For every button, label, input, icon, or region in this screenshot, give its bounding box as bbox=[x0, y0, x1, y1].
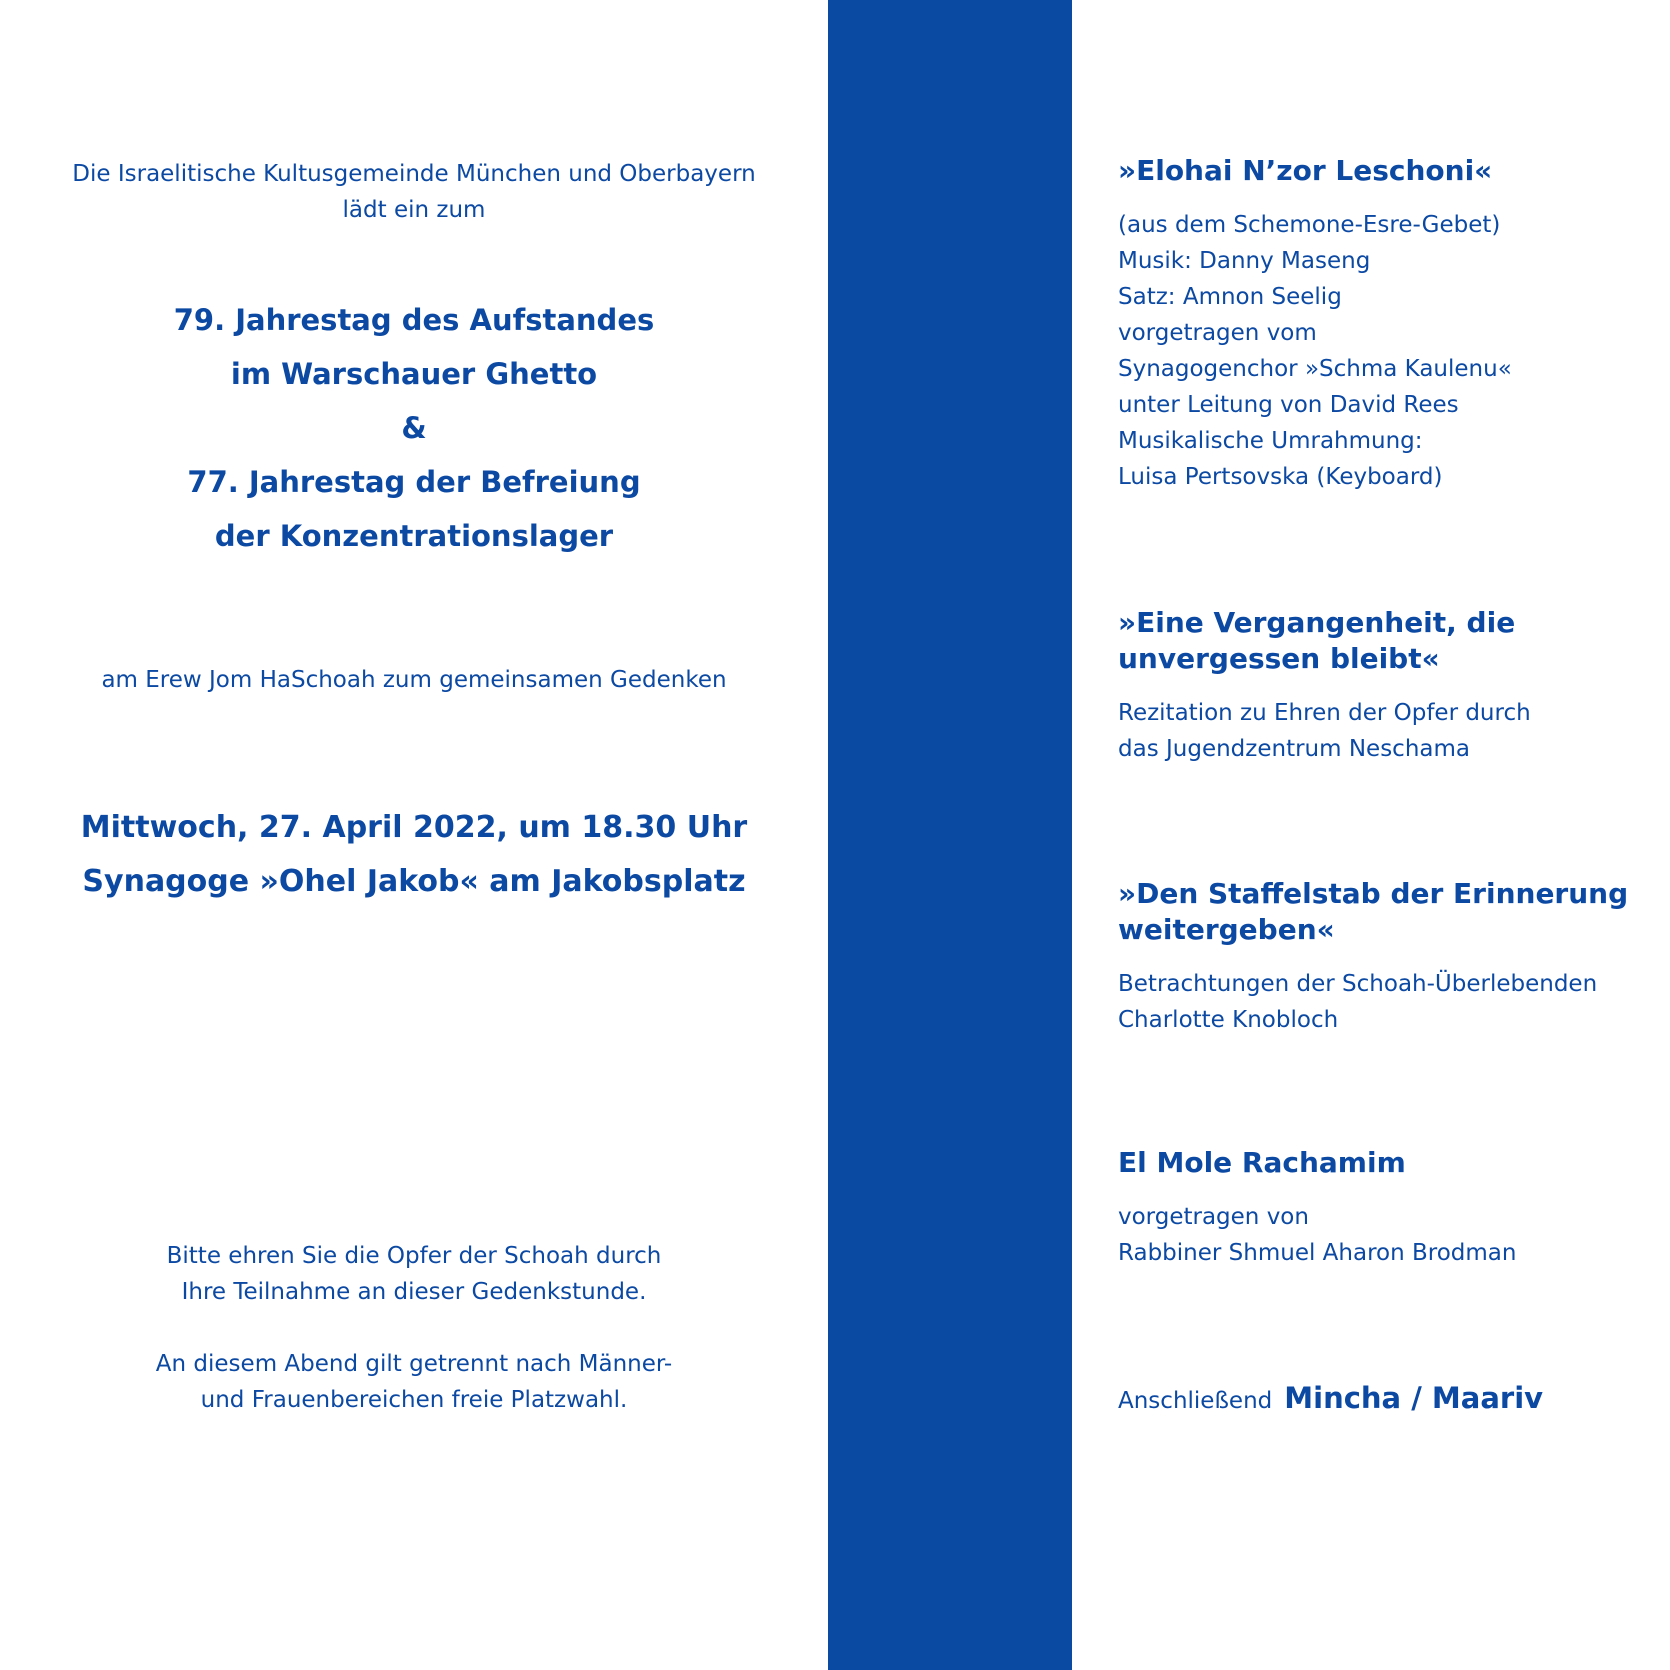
date-venue bbox=[0, 801, 828, 909]
program-item bbox=[1118, 1145, 1658, 1271]
program-item-title: »Den Staffelstab der Erinnerung weitergeben« bbox=[1118, 877, 1629, 946]
event-date: Mittwoch, 27. April 2022, um 18.30 Uhr bbox=[80, 810, 748, 845]
title-line: 79. Jahrestag des Aufstandes bbox=[173, 303, 655, 337]
title-line: 77. Jahrestag der Befreiung bbox=[187, 465, 641, 499]
title-line: der Konzentrationslager bbox=[214, 519, 614, 553]
invitation-panel bbox=[0, 0, 828, 1670]
note-line: und Frauenbereichen freie Platzwahl. bbox=[200, 1387, 628, 1413]
closing-label: Anschließend bbox=[1118, 1388, 1273, 1414]
closing-title: Mincha / Maariv bbox=[1284, 1381, 1544, 1415]
event-venue: Synagoge »Ohel Jakob« am Jakobsplatz bbox=[82, 864, 746, 899]
program-item bbox=[1118, 153, 1658, 495]
title-ampersand: & bbox=[401, 411, 427, 445]
occasion-text: am Erew Jom HaSchoah zum gemeinsamen Gedenken bbox=[101, 667, 727, 693]
program-item bbox=[1118, 605, 1658, 767]
note-seating bbox=[0, 1346, 828, 1418]
note-line: Ihre Teilnahme an dieser Gedenkstunde. bbox=[181, 1279, 647, 1305]
program-item bbox=[1118, 876, 1658, 1038]
note-line: Bitte ehren Sie die Opfer der Schoah durch bbox=[166, 1243, 662, 1269]
note-honor bbox=[0, 1238, 828, 1310]
program-panel bbox=[1118, 0, 1658, 1670]
intro-text bbox=[0, 156, 828, 228]
closing-line bbox=[1118, 1381, 1543, 1415]
attendance-note bbox=[0, 1238, 828, 1418]
program-item-details: Betrachtungen der Schoah-Überlebenden Charlotte Knobloch bbox=[1118, 971, 1598, 1033]
title-line: im Warschauer Ghetto bbox=[230, 357, 598, 391]
program-item-title: »Elohai N’zor Leschoni« bbox=[1118, 154, 1493, 187]
program-item-details: Rezitation zu Ehren der Opfer durch das Jugendzentrum Neschama bbox=[1118, 700, 1531, 762]
event-title bbox=[0, 293, 828, 563]
program-item-title: »Eine Vergangenheit, die unvergessen bleibt« bbox=[1118, 606, 1516, 675]
program-item-details: (aus dem Schemone-Esre-Gebet) Musik: Danny Maseng Satz: Amnon Seelig vorgetragen vom Synagogenchor »Schma Kaulenu« unter Leitung von David Rees Musikalische Umrahmung: Luisa Pertsovska (Keyboard) bbox=[1118, 212, 1512, 490]
invite-line: lädt ein zum bbox=[342, 197, 486, 223]
note-line: An diesem Abend gilt getrennt nach Männer- bbox=[155, 1351, 673, 1377]
program-item-details: vorgetragen von Rabbiner Shmuel Aharon Brodman bbox=[1118, 1204, 1517, 1266]
blue-divider-band bbox=[828, 0, 1072, 1670]
host-line: Die Israelitische Kultusgemeinde München und Oberbayern bbox=[72, 161, 756, 187]
program-item-title: El Mole Rachamim bbox=[1118, 1146, 1406, 1179]
